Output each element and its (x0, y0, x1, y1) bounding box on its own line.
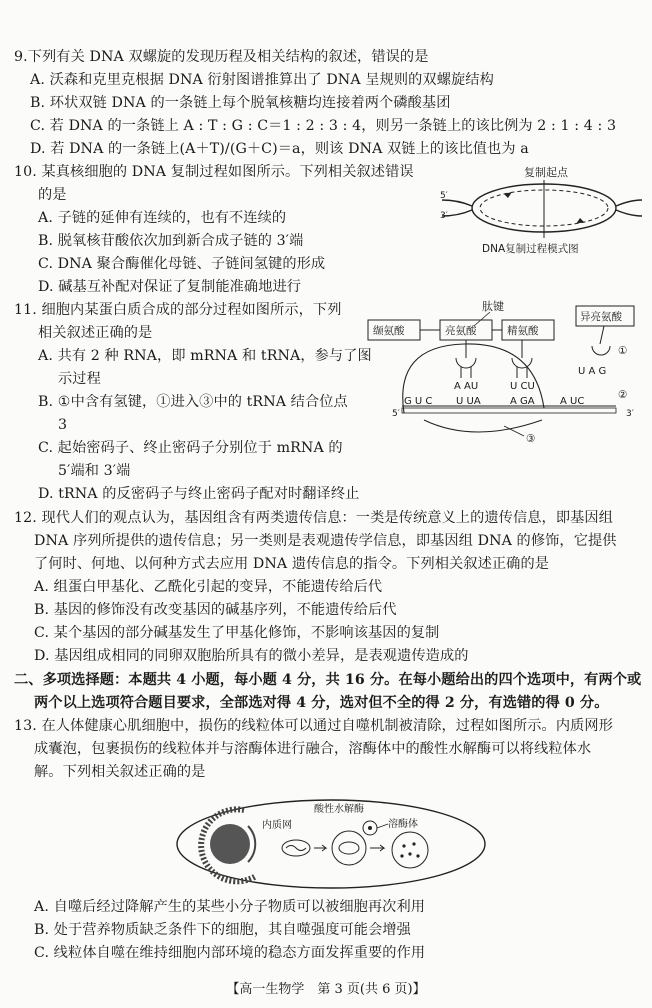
label-1: ① (618, 345, 628, 357)
replication-5-end: 5′ (440, 191, 448, 201)
q10-option-d: D. 碱基互补配对保证了复制能准确地进行 (38, 279, 302, 295)
q13-stem-2: 成囊泡，包裹损伤的线粒体并与溶酶体进行融合，溶酶体中的酸性水解酶可以将线粒体水 (34, 741, 592, 757)
q10-stem-cont: 的是 (38, 187, 67, 203)
q9-option-d: D. 若 DNA 的一条链上(A＋T)/(G＋C)＝a，则该 DNA 双链上的该比值也为 a (30, 141, 529, 157)
label-3: ③ (526, 433, 536, 445)
q12-option-b: B. 基因的修饰没有改变基因的碱基序列，不能遗传给后代 (34, 602, 397, 618)
anticodon-1: A AU (454, 381, 479, 392)
q12-stem-2: DNA 序列所提供的遗传信息；另一类则是表观遗传学信息，即基因组 DNA 的修饰，它提供 (34, 533, 617, 549)
q11-option-b-cont: 3 (58, 417, 68, 433)
q12-stem-1: 12. 现代人们的观点认为，基因组含有两类遗传信息：一类是传统意义上的遗传信息，即基因组 (14, 510, 613, 526)
q9-option-a: A. 沃森和克里克根据 DNA 衍射图谱推算出了 DNA 呈规则的双螺旋结构 (30, 72, 494, 88)
anticodon-3: U A G (578, 366, 607, 377)
section2-heading-2: 两个以上选项符合题目要求，全部选对得 4 分，选对但不全的得 2 分，有选错的得 0 分。 (34, 695, 609, 711)
q10-stem: 10. 某真核细胞的 DNA 复制过程如图所示。下列相关叙述错误 (14, 164, 414, 180)
q9-option-b: B. 环状双链 DNA 的一条链上每个脱氧核糖均连接着两个磷酸基团 (30, 95, 451, 111)
codon-2: U UA (456, 396, 481, 407)
replication-caption: DNA复制过程模式图 (482, 243, 579, 255)
q13-option-a: A. 自噬后经过降解产生的某些小分子物质可以被细胞再次利用 (34, 899, 426, 915)
q13-stem-3: 解。下列相关叙述正确的是 (34, 764, 206, 780)
q12-option-d: D. 基因组成相同的同卵双胞胎所具有的微小差异，是表观遗传造成的 (34, 648, 469, 664)
aa-isoleucine: 异亮氨酸 (580, 311, 622, 323)
q13-option-b: B. 处于营养物质缺乏条件下的细胞，其自噬强度可能会增强 (34, 922, 411, 938)
page-footer: 【高一生物学 第 3 页(共 6 页)】 (226, 982, 426, 997)
q12-option-a: A. 组蛋白甲基化、乙酰化引起的变异，不能遗传给后代 (34, 579, 383, 595)
q11-stem: 11. 细胞内某蛋白质合成的部分过程如图所示，下列 (14, 302, 342, 318)
codon-3: A GA (510, 396, 535, 407)
q11-option-d: D. tRNA 的反密码子与终止密码子配对时翻译终止 (38, 486, 360, 502)
codon-1: G U C (404, 396, 433, 407)
aa-leucine: 亮氨酸 (445, 325, 477, 337)
q13-stem-1: 13. 在人体健康心肌细胞中，损伤的线粒体可以通过自噬机制被清除，过程如图所示。内质网形 (14, 718, 613, 734)
q11-option-b: B. ①中含有氢键，①进入③中的 tRNA 结合位点 (38, 394, 348, 410)
aa-valine: 缬氨酸 (373, 325, 405, 337)
q11-stem-cont: 相关叙述正确的是 (38, 325, 153, 341)
q12-stem-3: 了何时、何地、以何种方式去应用 DNA 遗传信息的指令。下列相关叙述正确的是 (34, 556, 550, 572)
aa-arginine: 精氨酸 (507, 325, 539, 337)
dna-replication-diagram (434, 160, 644, 260)
q11-option-a: A. 共有 2 种 RNA，即 mRNA 和 tRNA，参与了图 (38, 348, 372, 364)
er-label: 内质网 (262, 820, 292, 831)
anticodon-2: U CU (510, 381, 535, 392)
enzyme-label: 酸性水解酶 (314, 804, 364, 815)
mrna-5-end: 5′ (392, 409, 400, 419)
replication-origin-label: 复制起点 (524, 166, 568, 179)
q10-option-a: A. 子链的延伸有连续的，也有不连续的 (38, 210, 287, 226)
q12-option-c: C. 某个基因的部分碱基发生了甲基化修饰，不影响该基因的复制 (34, 625, 440, 641)
q13-option-c: C. 线粒体自噬在维持细胞内部环境的稳态方面发挥重要的作用 (34, 945, 426, 961)
q11-option-a-cont: 示过程 (58, 371, 101, 387)
mrna-3-end: 3′ (626, 409, 634, 419)
lysosome-label: 溶酶体 (388, 819, 418, 830)
q11-option-c: C. 起始密码子、终止密码子分别位于 mRNA 的 (38, 440, 343, 456)
replication-3-end: 3′ (440, 211, 448, 221)
q9-stem: 9.下列有关 DNA 双螺旋的发现历程及相关结构的叙述，错误的是 (14, 49, 429, 65)
q10-option-b: B. 脱氧核苷酸依次加到新合成子链的 3′端 (38, 233, 304, 249)
peptide-bond-label: 肽键 (482, 300, 504, 313)
codon-4: A UC (560, 396, 585, 407)
q9-option-c: C. 若 DNA 的一条链上 A : T : G : C＝1 : 2 : 3 : 4，则另一条链上的该比例为 2 : 1 : 4 : 3 (30, 118, 617, 134)
q11-option-c-cont: 5′端和 3′端 (58, 463, 131, 479)
label-2: ② (618, 389, 628, 401)
translation-diagram (364, 298, 646, 446)
section2-heading-1: 二、多项选择题：本题共 4 小题，每小题 4 分，共 16 分。在每小题给出的四个选项中，有两个或 (14, 672, 642, 688)
q10-option-c: C. DNA 聚合酶催化母链、子链间氢键的形成 (38, 256, 326, 272)
mitophagy-diagram (174, 796, 488, 892)
